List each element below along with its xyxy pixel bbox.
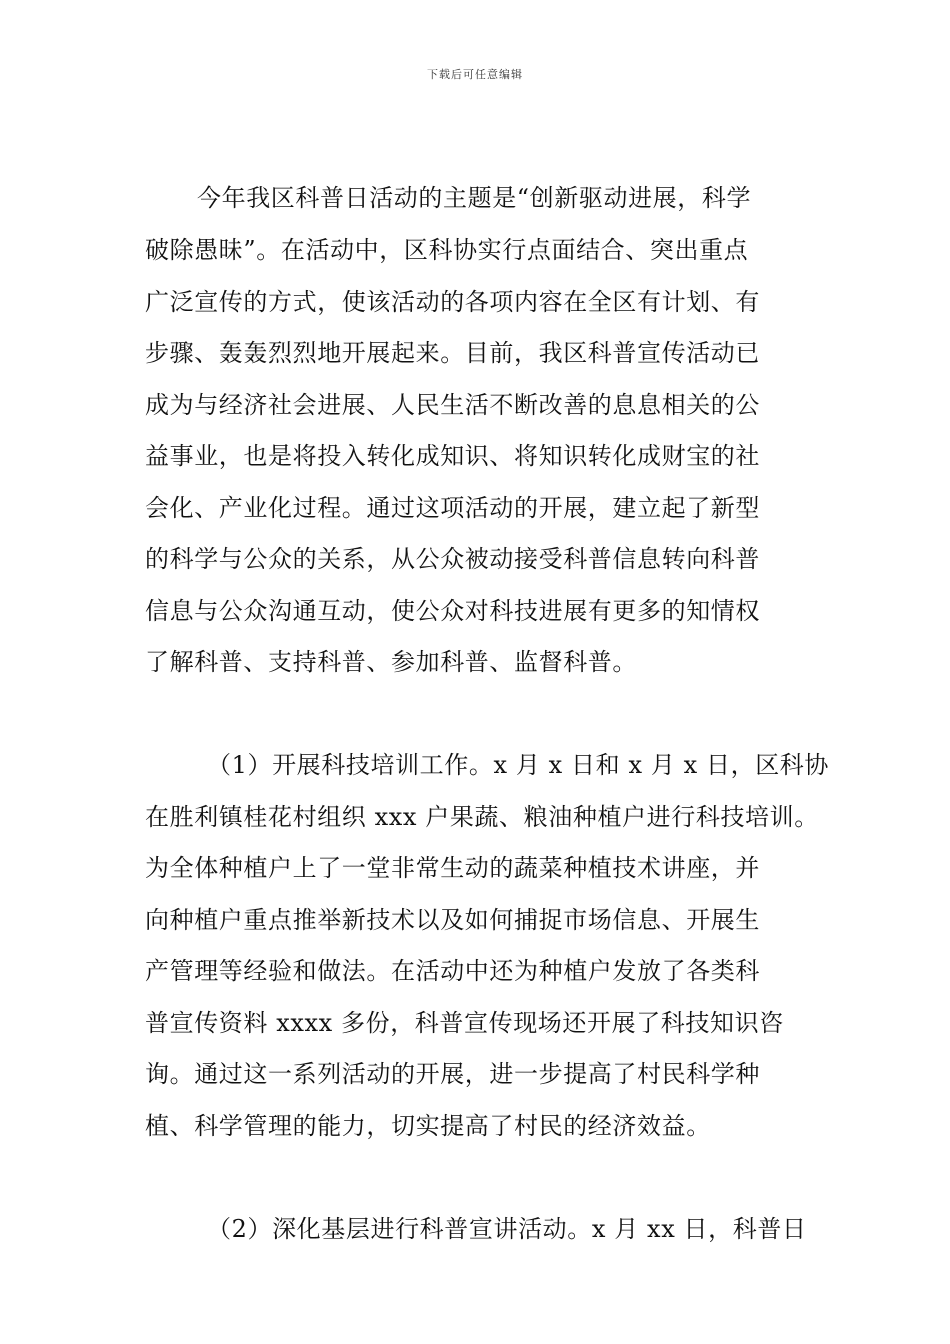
paragraph-line: 向种植户重点推举新技术以及如何捕捉市场信息、开展生 [145,906,760,934]
paragraph-line: 产管理等经验和做法。在活动中还为种植户发放了各类科 [145,957,760,985]
paragraph-line: （1）开展科技培训工作。x 月 x 日和 x 月 x 日，区科协 [207,751,830,779]
paragraph-line: 会化、产业化过程。通过这项活动的开展，建立起了新型 [145,494,760,522]
paragraph-line: 今年我区科普日活动的主题是“创新驱动进展，科学 [197,184,752,212]
paragraph-line: 广泛宣传的方式，使该活动的各项内容在全区有计划、有 [145,288,760,316]
paragraph-line: 在胜利镇桂花村组织 xxx 户果蔬、粮油种植户进行科技培训。 [145,803,819,831]
page-header: 下载后可任意编辑 [427,68,523,81]
paragraph-line: 植、科学管理的能力，切实提高了村民的经济效益。 [145,1112,711,1140]
paragraph-line: 益事业，也是将投入转化成知识、将知识转化成财宝的社 [145,442,760,470]
paragraph-line: 为全体种植户上了一堂非常生动的蔬菜种植技术讲座，并 [145,854,760,882]
paragraph-line: 信息与公众沟通互动，使公众对科技进展有更多的知情权 [145,597,760,625]
paragraph-line: 步骤、轰轰烈烈地开展起来。目前，我区科普宣传活动已 [145,339,760,367]
paragraph-line: 成为与经济社会进展、人民生活不断改善的息息相关的公 [145,391,760,419]
paragraph-line: 询。通过这一系列活动的开展，进一步提高了村民科学种 [145,1060,760,1088]
paragraph-line: 破除愚昧”。在活动中，区科协实行点面结合、突出重点 [145,236,749,264]
paragraph-line: 了解科普、支持科普、参加科普、监督科普。 [145,648,637,676]
paragraph-line: 普宣传资料 xxxx 多份，科普宣传现场还开展了科技知识咨 [145,1009,784,1037]
paragraph-line: 的科学与公众的关系，从公众被动接受科普信息转向科普 [145,545,760,573]
paragraph-line: （2）深化基层进行科普宣讲活动。x 月 xx 日，科普日 [207,1215,807,1243]
